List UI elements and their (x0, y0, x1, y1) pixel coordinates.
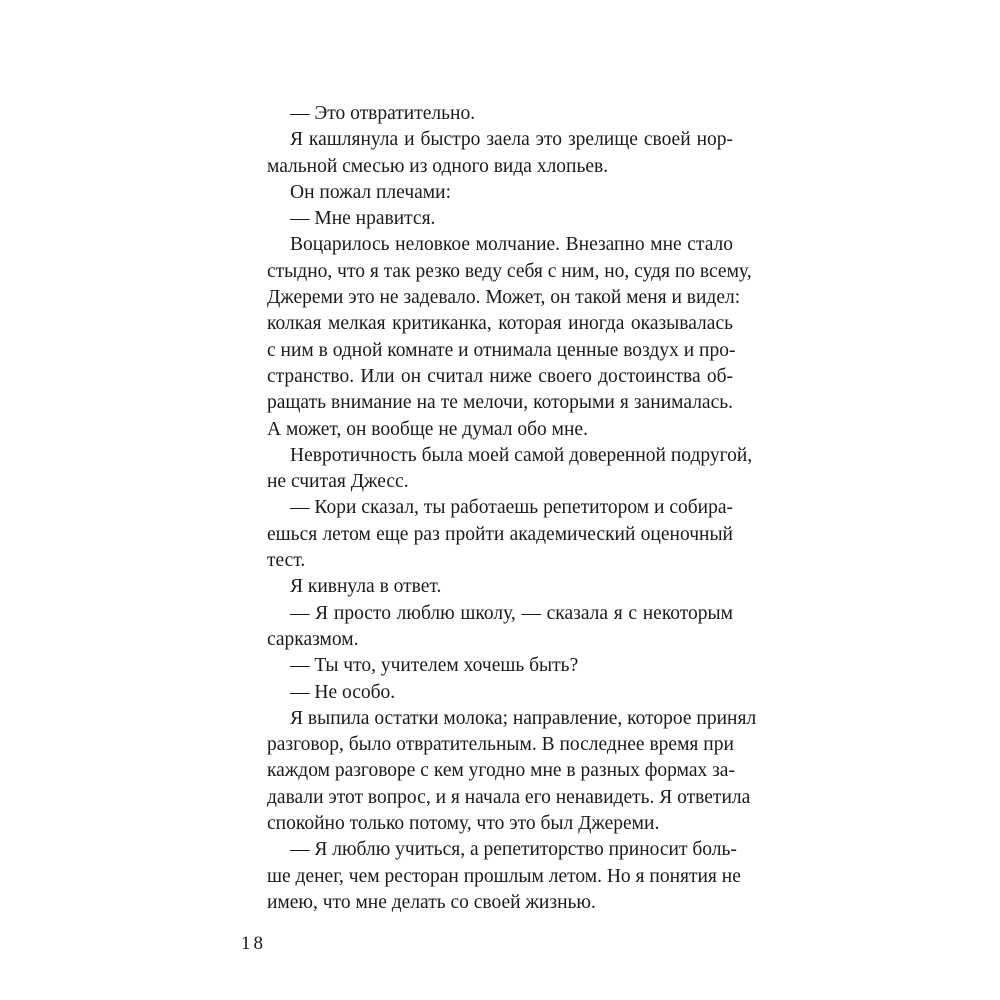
text-line: разговор, было отвратительным. В последнее время при (267, 734, 734, 756)
text-line: Воцарилось неловкое молчание. Внезапно мне стало (290, 234, 733, 256)
text-line: — Не особо. (290, 681, 396, 703)
text-line: А может, он вообще не думал обо мне. (267, 418, 588, 440)
page-number: 18 (241, 933, 266, 954)
text-line: сарказмом. (267, 628, 359, 650)
text-line: ше денег, чем ресторан прошлым летом. Но я понятия не (267, 865, 741, 887)
text-line: спокойно только потому, что это был Джереми. (267, 813, 660, 835)
text-line: — Я просто люблю школу, — сказала я с некоторым (290, 602, 733, 624)
text-line: тест. (267, 550, 306, 572)
text-line: Джереми это не задевало. Может, он такой меня и видел: (267, 287, 741, 309)
text-line: давали этот вопрос, и я начала его ненавидеть. Я ответила (267, 786, 751, 808)
text-line: Он пожал плечами: (290, 181, 451, 203)
text-line: Я выпила остатки молока; направление, которое принял (290, 707, 757, 729)
text-line: каждом разговоре с кем угодно мне в разных формах за- (267, 760, 735, 782)
text-line: — Кори сказал, ты работаешь репетитором и собира- (290, 497, 733, 519)
text-line: — Я люблю учиться, а репетиторство приносит боль- (290, 839, 737, 861)
text-line: имею, что мне делать со своей жизнью. (267, 891, 596, 913)
text-line: странство. Или он считал ниже своего достоинства об- (267, 365, 733, 387)
text-line: Я кивнула в ответ. (290, 576, 442, 598)
text-line: ращать внимание на те мелочи, которыми я занималась. (267, 392, 733, 414)
text-line: ешься летом еще раз пройти академический оценочный (267, 523, 733, 545)
text-line: колкая мелкая критиканка, которая иногда оказывалась (267, 313, 733, 335)
text-line: Я кашлянула и быстро заела это зрелище своей нор- (290, 129, 733, 151)
text-line: — Мне нравится. (290, 208, 436, 230)
text-line: мальной смесью из одного вида хлопьев. (267, 155, 609, 177)
text-line: стыдно, что я так резко веду себя с ним, но, судя по всему, (267, 260, 752, 282)
body-text (267, 101, 757, 916)
text-line: Невротичность была моей самой доверенной подругой, (290, 444, 753, 466)
text-line: с ним в одной комнате и отнимала ценные воздух и про- (267, 339, 736, 361)
text-line: не считая Джесс. (267, 471, 409, 493)
text-line: — Ты что, учителем хочешь быть? (290, 655, 579, 677)
text-line: — Это отвратительно. (290, 103, 476, 124)
